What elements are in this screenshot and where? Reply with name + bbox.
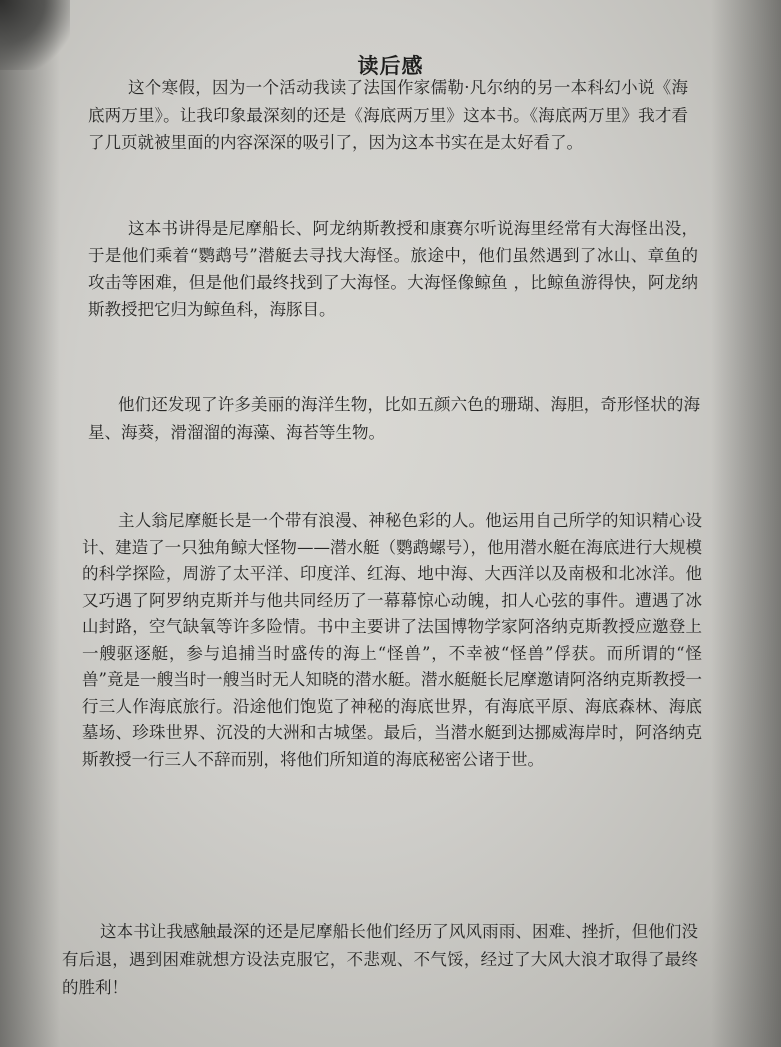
page-shadow-left bbox=[0, 0, 60, 1047]
page-shadow-right bbox=[711, 0, 781, 1047]
paragraph-sea-life: 他们还发现了许多美丽的海洋生物，比如五颜六色的珊瑚、海胆，奇形怪状的海星、海葵，滑溜溜的海藻、海苔等生物。 bbox=[88, 395, 700, 442]
paragraph-plot: 这本书讲得是尼摩船长、阿龙纳斯教授和康赛尔听说海里经常有大海怪出没，于是他们乘着“鹦鹉号”潜艇去寻找大海怪。旅途中，他们虽然遇到了冰山、章鱼的攻击等困难，但是他们最终找到了大海怪。大海怪像鲸鱼 ，比鲸鱼游得快，阿龙纳斯教授把它归为鲸鱼科，海豚目。 bbox=[88, 219, 698, 319]
paragraph-reflection: 这本书让我感触最深的还是尼摩船长他们经历了风风雨雨、困难、挫折，但他们没有后退，遇到困难就想方设法克服它，不悲观、不气馁，经过了大风大浪才取得了最终的胜利！ bbox=[62, 922, 698, 997]
document-title: 读后感 bbox=[357, 54, 424, 78]
paragraph-intro: 这个寒假，因为一个活动我读了法国作家儒勒·凡尔纳的另一本科幻小说《海底两万里》。让我印象最深刻的还是《海底两万里》这本书。《海底两万里》我才看了几页就被里面的内容深深的吸引了，因为这本书实在是太好看了。 bbox=[88, 78, 688, 152]
paragraph-captain-nemo: 主人翁尼摩艇长是一个带有浪漫、神秘色彩的人。他运用自己所学的知识精心设计、建造了一只独角鲸大怪物——潜水艇（鹦鹉螺号），他用潜水艇在海底进行大规模的科学探险，周游了太平洋、印度洋、红海、地中海、大西洋以及南极和北冰洋。他又巧遇了阿罗纳克斯并与他共同经历了一幕幕惊心动魄，扣人心弦的事件。遭遇了冰山封路，空气缺氧等许多险情。书中主要讲了法国博物学家阿洛纳克斯教授应邀登上一艘驱逐艇，参与追捕当时盛传的海上“怪兽”，不幸被“怪兽”俘获。而所谓的“怪兽”竟是一艘当时一艘当时无人知晓的潜水艇。潜水艇艇长尼摩邀请阿洛纳克斯教授一行三人作海底旅行。沿途他们饱览了神秘的海底世界，有海底平原、海底森林、海底墓场、珍珠世界、沉没的大洲和古城堡。最后，当潜水艇到达挪威海岸时，阿洛纳克斯教授一行三人不辞而别，将他们所知道的海底秘密公诸于世。 bbox=[82, 511, 702, 769]
